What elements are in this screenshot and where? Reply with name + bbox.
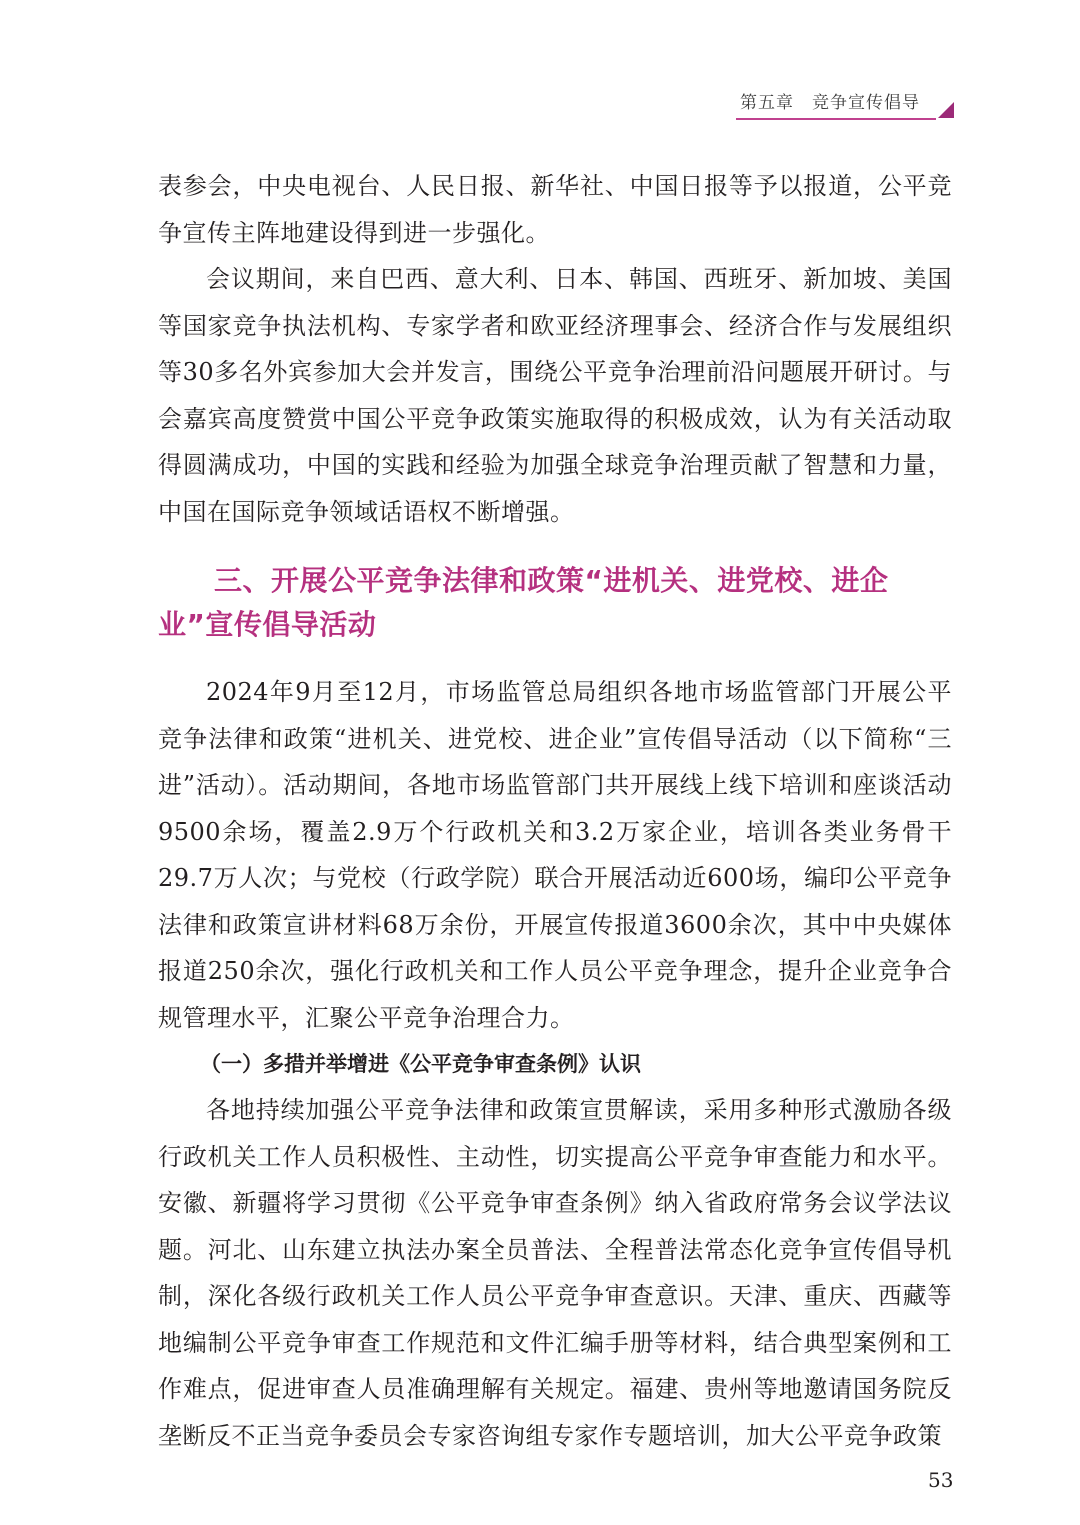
section-heading: 三、开展公平竞争法律和政策“进机关、进党校、进企业”宣传倡导活动 xyxy=(158,564,889,641)
page-content xyxy=(158,163,952,1459)
header-corner-triangle-icon xyxy=(938,102,954,118)
paragraph-subsection-body: 各地持续加强公平竞争法律和政策宣贯解读，采用多种形式激励各级行政机关工作人员积极性、主动性，切实提高公平竞争审查能力和水平。安徽、新疆将学习贯彻《公平竞争审查条例》纳入省政府常务会议学法议题。河北、山东建立执法办案全员普法、全程普法常态化竞争宣传倡导机制，深化各级行政机关工作人员公平竞争审查意识。天津、重庆、西藏等地编制公平竞争审查工作规范和文件汇编手册等材料，结合典型案例和工作难点，促进审查人员准确理解有关规定。福建、贵州等地邀请国务院反垄断反不正当竞争委员会专家咨询组专家作专题培训，加大公平竞争政策 xyxy=(158,1096,952,1450)
paragraph-continuation: 表参会，中央电视台、人民日报、新华社、中国日报等予以报道，公平竞争宣传主阵地建设得到进一步强化。 xyxy=(158,172,952,247)
chapter-title: 竞争宣传倡导 xyxy=(812,93,920,113)
header-rule xyxy=(736,118,936,120)
running-header xyxy=(740,88,950,113)
paragraph-meeting: 会议期间，来自巴西、意大利、日本、韩国、西班牙、新加坡、美国等国家竞争执法机构、专家学者和欧亚经济理事会、经济合作与发展组织等30多名外宾参加大会并发言，围绕公平竞争治理前沿问题展开研讨。与会嘉宾高度赞赏中国公平竞争政策实施取得的积极成效，认为有关活动取得圆满成功，中国的实践和经验为加强全球竞争治理贡献了智慧和力量，中国在国际竞争领域话语权不断增强。 xyxy=(158,265,952,526)
paragraph-section-intro: 2024年9月至12月，市场监管总局组织各地市场监管部门开展公平竞争法律和政策“进机关、进党校、进企业”宣传倡导活动（以下简称“三进”活动）。活动期间，各地市场监管部门共开展线上线下培训和座谈活动9500余场，覆盖2.9万个行政机关和3.2万家企业，培训各类业务骨干29.7万人次；与党校（行政学院）联合开展活动近600场，编印公平竞争法律和政策宣讲材料68万余份，开展宣传报道3600余次，其中中央媒体报道250余次，强化行政机关和工作人员公平竞争理念，提升企业竞争合规管理水平，汇聚公平竞争治理合力。 xyxy=(158,678,952,1032)
page-number: 53 xyxy=(928,1468,954,1492)
subsection-heading: （一）多措并举增进《公平竞争审查条例》认识 xyxy=(200,1052,641,1076)
chapter-number: 第五章 xyxy=(740,93,794,113)
